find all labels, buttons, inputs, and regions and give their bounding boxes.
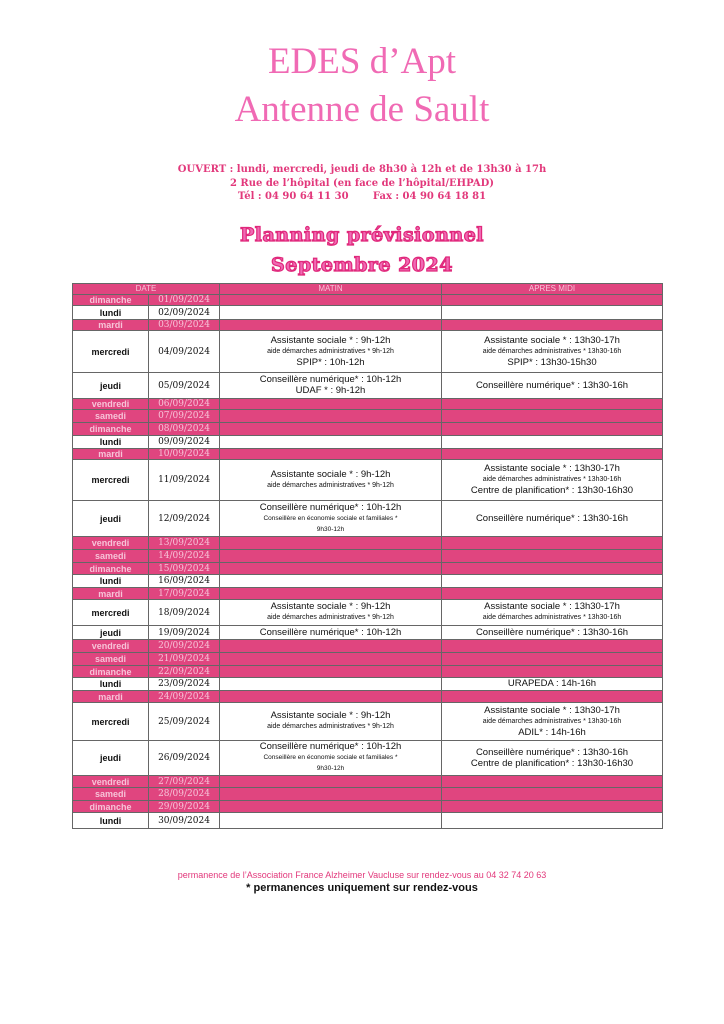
date-cell: 24/09/2024	[149, 691, 220, 703]
day-cell: samedi	[73, 550, 149, 563]
day-cell: samedi	[73, 653, 149, 666]
day-cell: lundi	[73, 306, 149, 320]
day-cell: dimanche	[73, 295, 149, 306]
morning-cell	[220, 741, 442, 776]
afternoon-cell	[442, 678, 663, 691]
table-row	[73, 691, 663, 703]
morning-cell	[220, 666, 442, 678]
date-cell: 28/09/2024	[149, 788, 220, 801]
afternoon-cell	[442, 423, 663, 436]
table-row	[73, 640, 663, 653]
date-cell: 14/09/2024	[149, 550, 220, 563]
appointment-text: Assistante sociale * : 13h30-17h	[484, 601, 620, 612]
appointment-text: aide démarches administratives * 9h-12h	[267, 614, 394, 621]
afternoon-cell	[442, 563, 663, 575]
appointment-text: aide démarches administratives * 13h30-16h	[482, 717, 622, 725]
date-cell: 07/09/2024	[149, 410, 220, 423]
morning-cell	[220, 320, 442, 331]
address: 2 Rue de l’hôpital (en face de l’hôpital/EHPAD)	[229, 178, 495, 189]
afternoon-cell	[442, 666, 663, 678]
appointment-text: Conseillère en économie sociale et familiales *	[263, 754, 398, 761]
date-cell: 06/09/2024	[149, 399, 220, 410]
afternoon-cell	[442, 653, 663, 666]
morning-cell	[220, 373, 442, 399]
afternoon-cell	[442, 575, 663, 588]
day-cell: vendredi	[73, 537, 149, 550]
page-subtitle: Antenne de Sault	[234, 89, 490, 130]
appointment-text: URAPEDA : 14h-16h	[507, 678, 597, 689]
day-cell: dimanche	[73, 801, 149, 813]
morning-cell	[220, 563, 442, 575]
morning-cell	[220, 410, 442, 423]
appointment-text: Conseillère numérique* : 10h-12h	[259, 741, 402, 752]
appointment-text: aide démarches administratives * 9h-12h	[267, 481, 394, 489]
date-cell: 10/09/2024	[149, 449, 220, 460]
table-row	[73, 306, 663, 320]
afternoon-cell	[442, 320, 663, 331]
table-row	[73, 588, 663, 600]
appointment-text: Conseillère numérique* : 13h30-16h	[475, 512, 629, 524]
header-matin: MATIN	[220, 284, 442, 295]
alzheimer-note: permanence de l’Association France Alzheimer Vaucluse sur rendez-vous au 04 32 74 20 63	[177, 870, 547, 880]
day-cell: mardi	[73, 320, 149, 331]
morning-cell	[220, 501, 442, 537]
morning-cell	[220, 537, 442, 550]
date-cell: 30/09/2024	[149, 813, 220, 829]
appointment-text: Conseillère numérique* : 13h30-16h	[475, 626, 629, 638]
appointment-text: Conseillère en économie sociale et familiales *	[263, 514, 398, 522]
morning-cell	[220, 640, 442, 653]
afternoon-cell	[442, 691, 663, 703]
morning-cell	[220, 460, 442, 501]
appointment-text: 9h30-12h	[316, 525, 345, 533]
afternoon-cell	[442, 436, 663, 449]
morning-cell	[220, 813, 442, 829]
table-row	[73, 320, 663, 331]
morning-cell	[220, 626, 442, 640]
header-date: DATE	[73, 284, 220, 295]
afternoon-cell	[442, 626, 663, 640]
morning-cell	[220, 575, 442, 588]
morning-cell	[220, 653, 442, 666]
day-cell: lundi	[73, 813, 149, 829]
afternoon-cell	[442, 788, 663, 801]
date-cell: 17/09/2024	[149, 588, 220, 600]
day-cell: mercredi	[73, 460, 149, 501]
page-title: EDES d’Apt	[267, 41, 457, 82]
morning-cell	[220, 678, 442, 691]
table-row	[73, 703, 663, 741]
appointment-text: Assistante sociale * : 9h-12h	[270, 710, 391, 721]
morning-cell	[220, 550, 442, 563]
date-cell: 03/09/2024	[149, 320, 220, 331]
table-row	[73, 626, 663, 640]
afternoon-cell	[442, 588, 663, 600]
afternoon-cell	[442, 449, 663, 460]
phone-fax: Tél : 04 90 64 11 30 Fax : 04 90 64 18 81	[237, 191, 487, 202]
day-cell: lundi	[73, 436, 149, 449]
day-cell: dimanche	[73, 423, 149, 436]
table-row	[73, 653, 663, 666]
afternoon-cell	[442, 741, 663, 776]
appointment-text: Centre de planification* : 13h30-16h30	[470, 485, 634, 496]
day-cell: jeudi	[73, 373, 149, 399]
afternoon-cell	[442, 501, 663, 537]
table-row	[73, 741, 663, 776]
day-cell: mardi	[73, 691, 149, 703]
appointment-text: Centre de planification* : 13h30-16h30	[470, 757, 634, 769]
afternoon-cell	[442, 550, 663, 563]
date-cell: 01/09/2024	[149, 295, 220, 306]
day-cell: jeudi	[73, 741, 149, 776]
afternoon-cell	[442, 640, 663, 653]
appointment-text: Assistante sociale * : 9h-12h	[270, 334, 391, 346]
table-row	[73, 776, 663, 788]
day-cell: lundi	[73, 575, 149, 588]
day-cell: vendredi	[73, 776, 149, 788]
date-cell: 19/09/2024	[149, 626, 220, 640]
afternoon-cell	[442, 703, 663, 741]
date-cell: 25/09/2024	[149, 703, 220, 741]
appointment-text: Conseillère numérique* : 10h-12h	[259, 501, 402, 513]
header-apres-midi: APRES MIDI	[442, 284, 663, 295]
table-header-row	[73, 284, 663, 295]
date-cell: 29/09/2024	[149, 801, 220, 813]
table-row	[73, 600, 663, 626]
appointment-text: Conseillère numérique* : 10h-12h	[259, 626, 402, 638]
appointment-text: SPIP* : 10h-12h	[296, 356, 365, 368]
planning-month: Septembre 2024	[271, 254, 453, 276]
appointment-text: ADIL* : 14h-16h	[518, 726, 586, 738]
date-cell: 27/09/2024	[149, 776, 220, 788]
appointment-text: Conseillère numérique* : 13h30-16h	[475, 746, 629, 758]
morning-cell	[220, 801, 442, 813]
afternoon-cell	[442, 801, 663, 813]
afternoon-cell	[442, 460, 663, 501]
morning-cell	[220, 295, 442, 306]
appointment-text: aide démarches administratives * 13h30-16h	[482, 347, 622, 355]
table-row	[73, 563, 663, 575]
date-cell: 20/09/2024	[149, 640, 220, 653]
day-cell: jeudi	[73, 501, 149, 537]
afternoon-cell	[442, 399, 663, 410]
appointment-text: Assistante sociale * : 9h-12h	[270, 468, 391, 480]
table-row	[73, 399, 663, 410]
afternoon-cell	[442, 373, 663, 399]
date-cell: 13/09/2024	[149, 537, 220, 550]
table-row	[73, 801, 663, 813]
table-row	[73, 436, 663, 449]
opening-hours: OUVERT : lundi, mercredi, jeudi de 8h30 à 12h et de 13h30 à 17h	[177, 164, 547, 175]
date-cell: 16/09/2024	[149, 575, 220, 588]
appointment-text: aide démarches administratives * 9h-12h	[267, 347, 394, 355]
day-cell: jeudi	[73, 626, 149, 640]
table-row	[73, 813, 663, 829]
date-cell: 22/09/2024	[149, 666, 220, 678]
table-row	[73, 295, 663, 306]
table-row	[73, 373, 663, 399]
morning-cell	[220, 306, 442, 320]
table-row	[73, 449, 663, 460]
date-cell: 15/09/2024	[149, 563, 220, 575]
table-row	[73, 666, 663, 678]
table-row	[73, 678, 663, 691]
appointment-text: SPIP* : 13h30-15h30	[507, 356, 597, 368]
morning-cell	[220, 691, 442, 703]
appointment-text: UDAF * : 9h-12h	[295, 385, 366, 396]
table-row	[73, 460, 663, 501]
date-cell: 12/09/2024	[149, 501, 220, 537]
table-row	[73, 501, 663, 537]
appointment-text: Conseillère numérique* : 10h-12h	[259, 374, 402, 385]
date-cell: 05/09/2024	[149, 373, 220, 399]
date-cell: 04/09/2024	[149, 331, 220, 373]
date-cell: 21/09/2024	[149, 653, 220, 666]
day-cell: vendredi	[73, 640, 149, 653]
date-cell: 02/09/2024	[149, 306, 220, 320]
table-row	[73, 575, 663, 588]
morning-cell	[220, 331, 442, 373]
afternoon-cell	[442, 295, 663, 306]
day-cell: lundi	[73, 678, 149, 691]
afternoon-cell	[442, 813, 663, 829]
table-row	[73, 423, 663, 436]
table-row	[73, 537, 663, 550]
table-row	[73, 788, 663, 801]
day-cell: vendredi	[73, 399, 149, 410]
day-cell: mercredi	[73, 703, 149, 741]
morning-cell	[220, 588, 442, 600]
schedule-body	[73, 295, 663, 829]
appointment-text: 9h30-12h	[316, 765, 345, 772]
afternoon-cell	[442, 537, 663, 550]
appointment-note: * permanences uniquement sur rendez-vous	[246, 882, 478, 894]
appointment-text: aide démarches administratives * 13h30-16h	[482, 476, 622, 483]
morning-cell	[220, 399, 442, 410]
day-cell: mardi	[73, 588, 149, 600]
day-cell: dimanche	[73, 666, 149, 678]
morning-cell	[220, 788, 442, 801]
morning-cell	[220, 423, 442, 436]
afternoon-cell	[442, 776, 663, 788]
afternoon-cell	[442, 331, 663, 373]
table-row	[73, 410, 663, 423]
afternoon-cell	[442, 306, 663, 320]
day-cell: mardi	[73, 449, 149, 460]
day-cell: mercredi	[73, 600, 149, 626]
appointment-text: Assistante sociale * : 9h-12h	[270, 601, 391, 612]
afternoon-cell	[442, 600, 663, 626]
morning-cell	[220, 600, 442, 626]
afternoon-cell	[442, 410, 663, 423]
planning-heading: Planning prévisionnel	[239, 224, 485, 246]
date-cell: 23/09/2024	[149, 678, 220, 691]
appointment-text: Assistante sociale * : 13h30-17h	[484, 463, 620, 474]
date-cell: 11/09/2024	[149, 460, 220, 501]
date-cell: 18/09/2024	[149, 600, 220, 626]
schedule-table	[72, 283, 663, 829]
date-cell: 08/09/2024	[149, 423, 220, 436]
appointment-text: Assistante sociale * : 13h30-17h	[484, 334, 620, 346]
appointment-text: aide démarches administratives * 9h-12h	[267, 723, 394, 730]
day-cell: samedi	[73, 788, 149, 801]
morning-cell	[220, 449, 442, 460]
day-cell: mercredi	[73, 331, 149, 373]
table-row	[73, 331, 663, 373]
day-cell: samedi	[73, 410, 149, 423]
morning-cell	[220, 776, 442, 788]
appointment-text: Assistante sociale * : 13h30-17h	[484, 704, 620, 716]
date-cell: 26/09/2024	[149, 741, 220, 776]
table-row	[73, 550, 663, 563]
morning-cell	[220, 436, 442, 449]
appointment-text: aide démarches administratives * 13h30-16h	[482, 614, 622, 621]
date-cell: 09/09/2024	[149, 436, 220, 449]
morning-cell	[220, 703, 442, 741]
day-cell: dimanche	[73, 563, 149, 575]
appointment-text: Conseillère numérique* : 13h30-16h	[475, 379, 629, 391]
